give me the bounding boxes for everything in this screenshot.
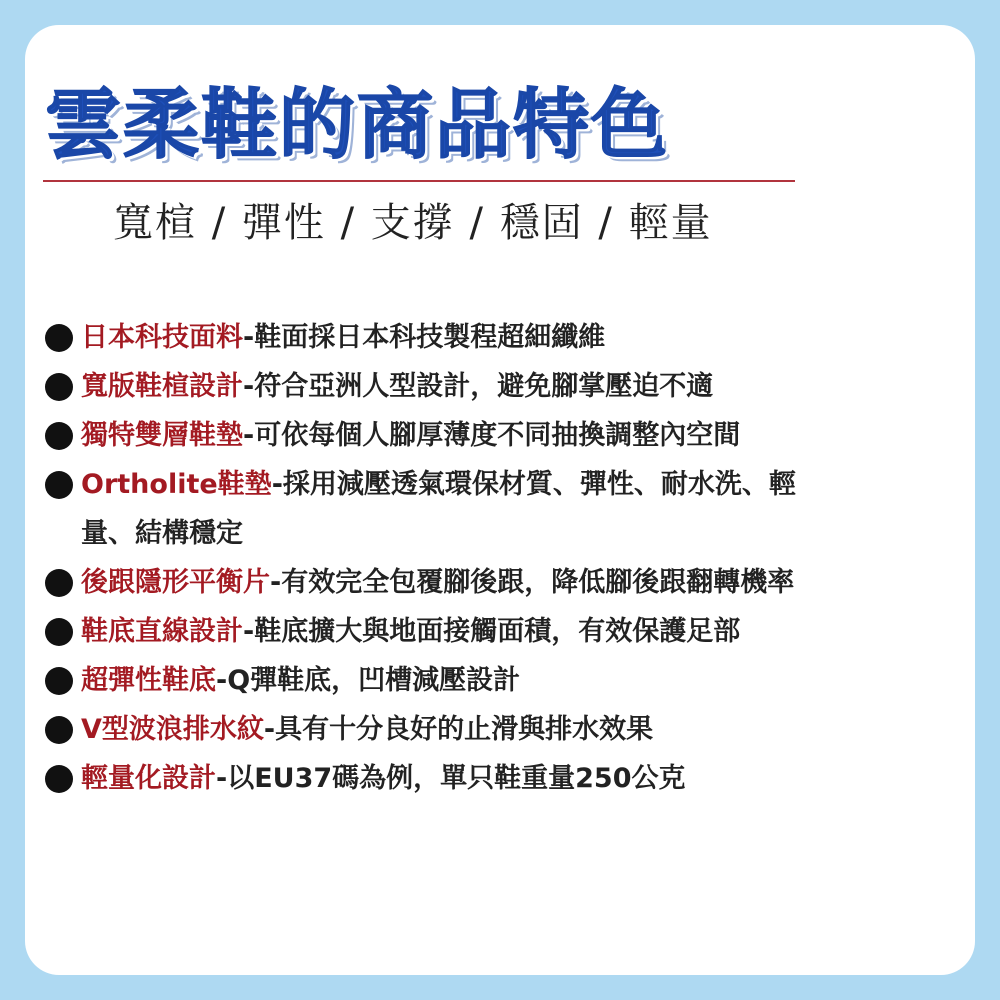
feature-item (43, 464, 973, 554)
feature-item (43, 709, 973, 750)
bullet-icon (45, 618, 73, 646)
feature-name: 寬版鞋楦設計 (81, 371, 243, 402)
feature-description: -符合亞洲人型設計，避免腳掌壓迫不適 (243, 371, 714, 402)
feature-item (43, 415, 973, 456)
feature-item (43, 611, 973, 652)
feature-description: -以EU37碼為例，單只鞋重量250公克 (216, 763, 686, 794)
content-card (25, 25, 975, 975)
bullet-icon (45, 324, 73, 352)
feature-name: 鞋底直線設計 (81, 616, 243, 647)
feature-item (43, 317, 973, 358)
feature-description: -採用減壓透氣環保材質、彈性、耐水洗、輕 (271, 469, 796, 500)
feature-name: Ortholite鞋墊 (81, 469, 272, 500)
bullet-icon (45, 422, 73, 450)
bullet-icon (45, 765, 73, 793)
feature-keywords: 寬楦 / 彈性 / 支撐 / 穩固 / 輕量 (113, 200, 713, 246)
bullet-icon (45, 373, 73, 401)
feature-item (43, 366, 973, 407)
feature-list (43, 317, 973, 807)
bullet-icon (45, 667, 73, 695)
feature-description: -可依每個人腳厚薄度不同抽換調整內空間 (243, 420, 741, 451)
feature-name: 日本科技面料 (81, 322, 243, 353)
feature-name: 後跟隱形平衡片 (81, 567, 270, 598)
title-divider (43, 180, 795, 182)
feature-name: 輕量化設計 (81, 763, 216, 794)
feature-name: V型波浪排水紋 (81, 714, 264, 745)
bullet-icon (45, 569, 73, 597)
feature-description: -鞋面採日本科技製程超細纖維 (243, 322, 606, 353)
feature-description: -具有十分良好的止滑與排水效果 (263, 714, 654, 745)
feature-name: 超彈性鞋底 (81, 665, 216, 696)
feature-description-continued: 量、結構穩定 (81, 518, 243, 549)
bullet-icon (45, 471, 73, 499)
feature-name: 獨特雙層鞋墊 (81, 420, 243, 451)
feature-item (43, 660, 973, 701)
feature-item (43, 758, 973, 799)
bullet-icon (45, 716, 73, 744)
feature-description: -Q彈鞋底，凹槽減壓設計 (216, 665, 521, 696)
page-title: 雲柔鞋的商品特色 (45, 80, 669, 169)
feature-item (43, 562, 973, 603)
feature-description: -有效完全包覆腳後跟，降低腳後跟翻轉機率 (270, 567, 795, 598)
feature-description: -鞋底擴大與地面接觸面積，有效保護足部 (243, 616, 741, 647)
